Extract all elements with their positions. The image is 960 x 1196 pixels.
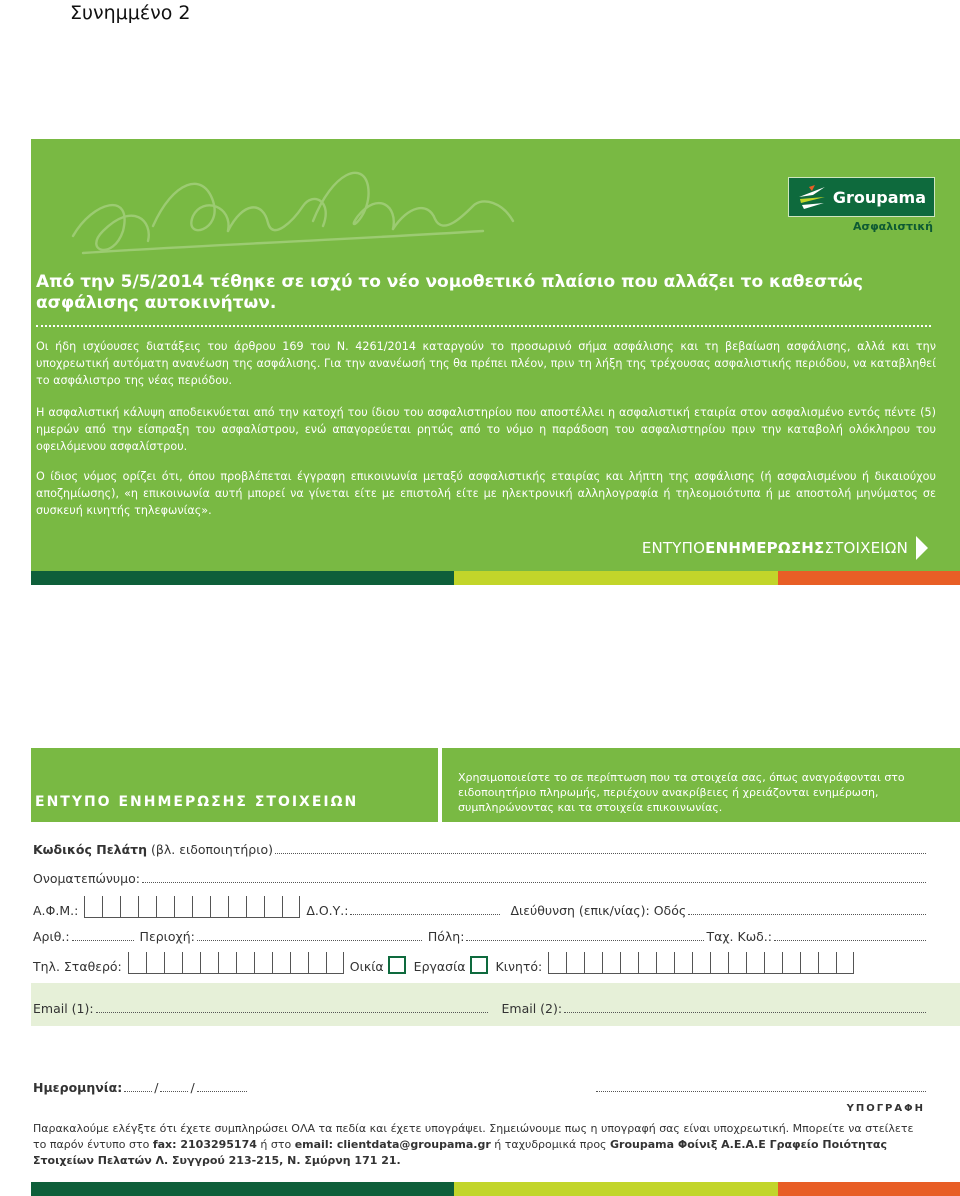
form-header	[31, 748, 960, 822]
email1-field[interactable]	[96, 1012, 488, 1013]
brand-subtitle: Ασφαλιστική	[852, 220, 933, 233]
customer-code-label: Κωδικός Πελάτη	[33, 842, 148, 857]
form-link-part3: ΣΤΟΙΧΕΙΩΝ	[824, 539, 908, 557]
afm-boxes[interactable]	[84, 896, 300, 918]
footer-note-text-3: ή ταχυδρομικά προς	[490, 1138, 611, 1151]
doy-label: Δ.Ο.Υ.:	[306, 903, 349, 918]
groupama-logo	[788, 177, 935, 233]
brand-name: Groupama	[832, 187, 926, 207]
signature-field[interactable]	[596, 1091, 926, 1092]
footer-note-text-1: Παρακαλούμε ελέγξτε ότι έχετε συμπληρώσει ΟΛΑ τα πεδία και έχετε υπογράψει. Σημειώνουμε πως η υπογραφή σας είναι υποχρεωτική. Μπορείτε να στείλετε το παρόν έντυπο στο	[33, 1122, 914, 1151]
color-bar-segment-1	[31, 571, 454, 585]
brand-watermark-signature	[63, 161, 523, 271]
contact-email[interactable]: email: clientdata@groupama.gr	[294, 1138, 491, 1151]
dotted-divider	[36, 325, 931, 327]
date-separator-2: /	[190, 1080, 195, 1095]
phone-boxes[interactable]	[128, 952, 344, 974]
date-month-field[interactable]	[160, 1091, 188, 1092]
date-day-field[interactable]	[124, 1091, 152, 1092]
arrow-right-icon	[916, 536, 928, 560]
phone-row	[33, 952, 928, 974]
email-row	[33, 1001, 928, 1016]
fax-number: fax: 2103295174	[152, 1138, 257, 1151]
home-label: Οικία	[349, 959, 384, 974]
form-link-part1: ΕΝΤΥΠΟ	[641, 539, 706, 557]
tax-row	[33, 896, 928, 918]
email2-label: Email (2):	[501, 1001, 563, 1016]
number-label: Αριθ.:	[33, 929, 70, 944]
postcode-label: Ταχ. Κωδ.:	[706, 929, 772, 944]
form-title: ΕΝΤΥΠΟ ΕΝΗΜΕΡΩΣΗΣ ΣΤΟΙΧΕΙΩΝ	[35, 794, 359, 810]
info-paragraph-2: Η ασφαλιστική κάλυψη αποδεικνύεται από την κατοχή του ίδιου του ασφαλιστηρίου που αποστέλλει η ασφαλιστική εταιρία στον ασφαλισμένο εντός πέντε (5) ημερών από την είσπραξη του ασφαλίστρου, ενώ απαγορεύεται ρητώς από το νόμο η παράδοση του ασφαλιστηρίου πριν την καταβολή ολόκληρου του οφειλόμενου ασφαλίστρου.	[36, 406, 936, 453]
work-checkbox[interactable]	[470, 956, 488, 974]
form-instructions: Χρησιμοποιείστε το σε περίπτωση που τα στοιχεία σας, όπως αναγράφονται στο ειδοποιητήριο πληρωμής, περιέχουν ανακρίβειες ή χρειάζονται ενημέρωση, συμπληρώνοντας και τα στοιχεία επικοινωνίας.	[458, 771, 905, 814]
color-bar-segment-3	[778, 571, 960, 585]
color-bar-bottom	[31, 1182, 960, 1196]
customer-code-hint: (βλ. ειδοποιητήριο)	[151, 842, 273, 857]
color-bar-segment-2	[454, 1182, 778, 1196]
customer-code-row	[33, 842, 928, 857]
form-link-part2: ΕΝΗΜΕΡΩΣΗΣ	[705, 539, 825, 557]
signature-label: ΥΠΟΓΡΑΦΗ	[846, 1103, 925, 1114]
footer-note-text-2: ή στο	[256, 1138, 295, 1151]
color-bar-segment-3	[778, 1182, 960, 1196]
date-label: Ημερομηνία:	[33, 1080, 123, 1095]
color-bar-segment-1	[31, 1182, 454, 1196]
city-field[interactable]	[466, 940, 704, 941]
groupama-emblem-icon	[797, 183, 827, 211]
area-label: Περιοχή:	[139, 929, 195, 944]
footer-note	[33, 1121, 928, 1169]
email2-field[interactable]	[564, 1012, 926, 1013]
date-separator-1: /	[154, 1080, 159, 1095]
full-name-field[interactable]	[142, 882, 926, 883]
full-name-row	[33, 871, 928, 886]
form-link[interactable]	[642, 536, 928, 560]
phone-label: Τηλ. Σταθερό:	[33, 959, 122, 974]
info-panel	[31, 139, 960, 571]
address-field[interactable]	[688, 914, 926, 915]
customer-code-field[interactable]	[275, 853, 926, 854]
date-year-field[interactable]	[197, 1091, 247, 1092]
info-headline: Από την 5/5/2014 τέθηκε σε ισχύ το νέο νομοθετικό πλαίσιο που αλλάζει το καθεστώς ασφάλισης αυτοκινήτων.	[36, 272, 863, 313]
doy-field[interactable]	[350, 914, 500, 915]
home-checkbox[interactable]	[388, 956, 406, 974]
mobile-boxes[interactable]	[548, 952, 854, 974]
postal-address: Groupama Φοίνιξ Α.Ε.Α.Ε Γραφείο Ποιότητας Στοιχείων Πελατών Λ. Συγγρού 213-215, Ν. Σμύρνη 171 21.	[33, 1138, 887, 1167]
color-bar-segment-2	[454, 571, 778, 585]
mobile-label: Κινητό:	[495, 959, 543, 974]
number-field[interactable]	[72, 940, 134, 941]
attachment-label: Συνημμένο 2	[70, 2, 191, 24]
address-details-row	[33, 929, 928, 944]
postcode-field[interactable]	[774, 940, 926, 941]
area-field[interactable]	[197, 940, 422, 941]
info-paragraph-1: Οι ήδη ισχύουσες διατάξεις του άρθρου 169 του Ν. 4261/2014 καταργούν το προσωρινό σήμα ασφάλισης και τη βεβαίωση ασφάλισης, αλλά και την υποχρεωτική αυτόματη ανανέωση της ασφάλισης. Για την ανανέωσή της θα πρέπει πλέον, πριν τη λήξη της τρέχουσας ασφαλιστικής περιόδου, να καταβληθεί το ασφάλιστρο της νέας περιόδου.	[36, 340, 936, 387]
date-row	[33, 1080, 928, 1095]
full-name-label: Ονοματεπώνυμο:	[33, 871, 140, 886]
info-paragraph-3: Ο ίδιος νόμος ορίζει ότι, όπου προβλέπεται έγγραφη επικοινωνία μεταξύ ασφαλιστικής εταιρίας και λήπτη της ασφάλισης (ή ασφαλισμένου ή δικαιούχου αποζημίωσης), «η επικοινωνία αυτή μπορεί να γίνεται είτε με επιστολή είτε με ηλεκτρονική αλληλογραφία ή τηλεομοιότυπα ή με αποστολή μηνύματος σε συσκευή κινητής τηλεφωνίας».	[36, 470, 936, 517]
address-label: Διεύθυνση (επικ/νίας): Οδός	[510, 903, 687, 918]
city-label: Πόλη:	[427, 929, 465, 944]
color-bar-top	[31, 571, 960, 585]
afm-label: Α.Φ.Μ.:	[33, 903, 79, 918]
email1-label: Email (1):	[33, 1001, 94, 1016]
work-label: Εργασία	[413, 959, 466, 974]
